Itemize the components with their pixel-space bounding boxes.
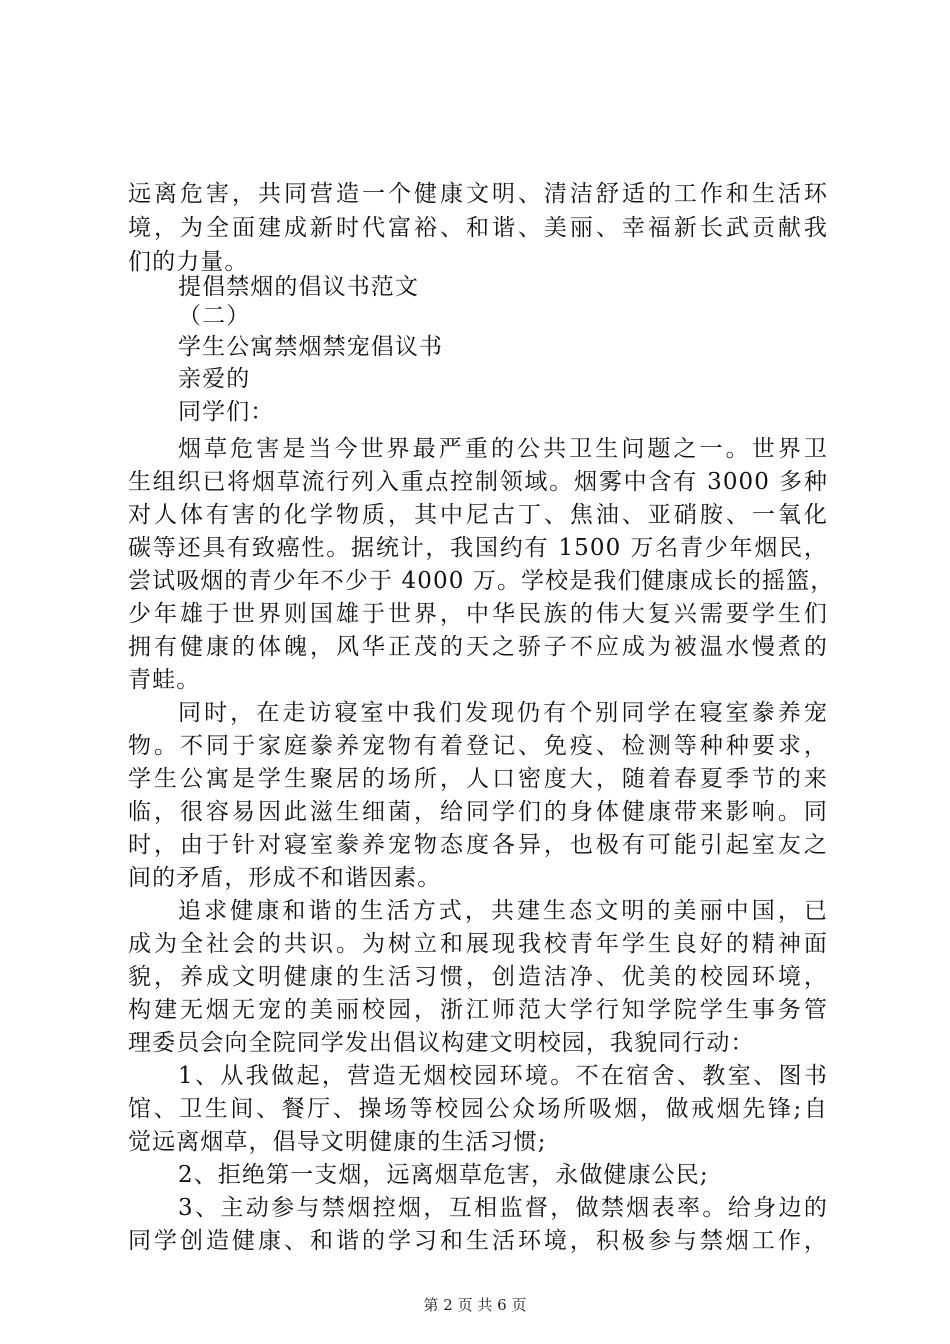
- paragraph-line: 烟草危害是当今世界最严重的公共卫生问题之一。世界卫: [178, 436, 828, 462]
- section-heading: 提倡禁烟的倡议书范文: [178, 274, 419, 300]
- paragraph-line: 成为全社会的共识。为树立和展现我校青年学生良好的精神面: [128, 931, 828, 957]
- section-number: （二）: [178, 303, 251, 329]
- paragraph-line: 少年雄于世界则国雄于世界，中华民族的伟大复兴需要学生们: [128, 601, 828, 627]
- body-text-line: 远离危害，共同营造一个健康文明、清洁舒适的工作和生活环: [128, 181, 828, 207]
- document-title: 学生公寓禁烟禁宠倡议书: [178, 334, 444, 360]
- paragraph-line: 貌，养成文明健康的生活习惯，创造洁净、优美的校园环境，: [128, 964, 828, 990]
- paragraph-line: 物。不同于家庭豢养宠物有着登记、免疫、检测等种种要求，: [128, 733, 828, 759]
- list-item-line: 2、拒绝第一支烟，远离烟草危害，永做健康公民;: [178, 1162, 709, 1188]
- paragraph-line: 构建无烟无宠的美丽校园，浙江师范大学行知学院学生事务管: [128, 997, 828, 1023]
- paragraph-line: 时，由于针对寝室豢养宠物态度各异，也极有可能引起室友之: [128, 832, 828, 858]
- paragraph-line: 尝试吸烟的青少年不少于 4000 万。学校是我们健康成长的摇篮，: [128, 568, 835, 594]
- salutation-line: 同学们：: [178, 399, 275, 425]
- paragraph-line: 同时，在走访寝室中我们发现仍有个别同学在寝室豢养宠: [178, 700, 828, 726]
- paragraph-line: 青蛙。: [128, 667, 201, 693]
- list-item-line: 馆、卫生间、餐厅、操场等校园公众场所吸烟，做戒烟先锋;自: [128, 1096, 828, 1122]
- list-item-line: 3、主动参与禁烟控烟，互相监督，做禁烟表率。给身边的: [178, 1195, 828, 1221]
- page-number-footer: 第 2 页 共 6 页: [423, 1296, 527, 1314]
- paragraph-line: 生组织已将烟草流行列入重点控制领域。烟雾中含有 3000 多种: [128, 469, 828, 495]
- paragraph-line: 拥有健康的体魄，风华正茂的天之骄子不应成为被温水慢煮的: [128, 634, 828, 660]
- paragraph-line: 对人体有害的化学物质，其中尼古丁、焦油、亚硝胺、一氧化: [128, 502, 828, 528]
- list-item-line: 1、从我做起，营造无烟校园环境。不在宿舍、教室、图书: [178, 1063, 828, 1089]
- paragraph-line: 碳等还具有致癌性。据统计，我国约有 1500 万名青少年烟民，: [128, 535, 828, 561]
- paragraph-line: 理委员会向全院同学发出倡议构建文明校园，我貌同行动：: [128, 1030, 755, 1056]
- paragraph-line: 追求健康和谐的生活方式，共建生态文明的美丽中国，已: [178, 898, 828, 924]
- paragraph-line: 临，很容易因此滋生细菌，给同学们的身体健康带来影响。同: [128, 799, 828, 825]
- list-item-line: 同学创造健康、和谐的学习和生活环境，积极参与禁烟工作，: [128, 1228, 828, 1254]
- body-text-line: 们的力量。: [128, 249, 249, 275]
- body-text-line: 境，为全面建成新时代富裕、和谐、美丽、幸福新长武贡献我: [128, 215, 828, 241]
- paragraph-line: 学生公寓是学生聚居的场所，人口密度大，随着春夏季节的来: [128, 766, 828, 792]
- salutation-line: 亲爱的: [178, 366, 251, 392]
- list-item-line: 觉远离烟草，倡导文明健康的生活习惯;: [128, 1129, 547, 1155]
- paragraph-line: 间的矛盾，形成不和谐因素。: [128, 865, 442, 891]
